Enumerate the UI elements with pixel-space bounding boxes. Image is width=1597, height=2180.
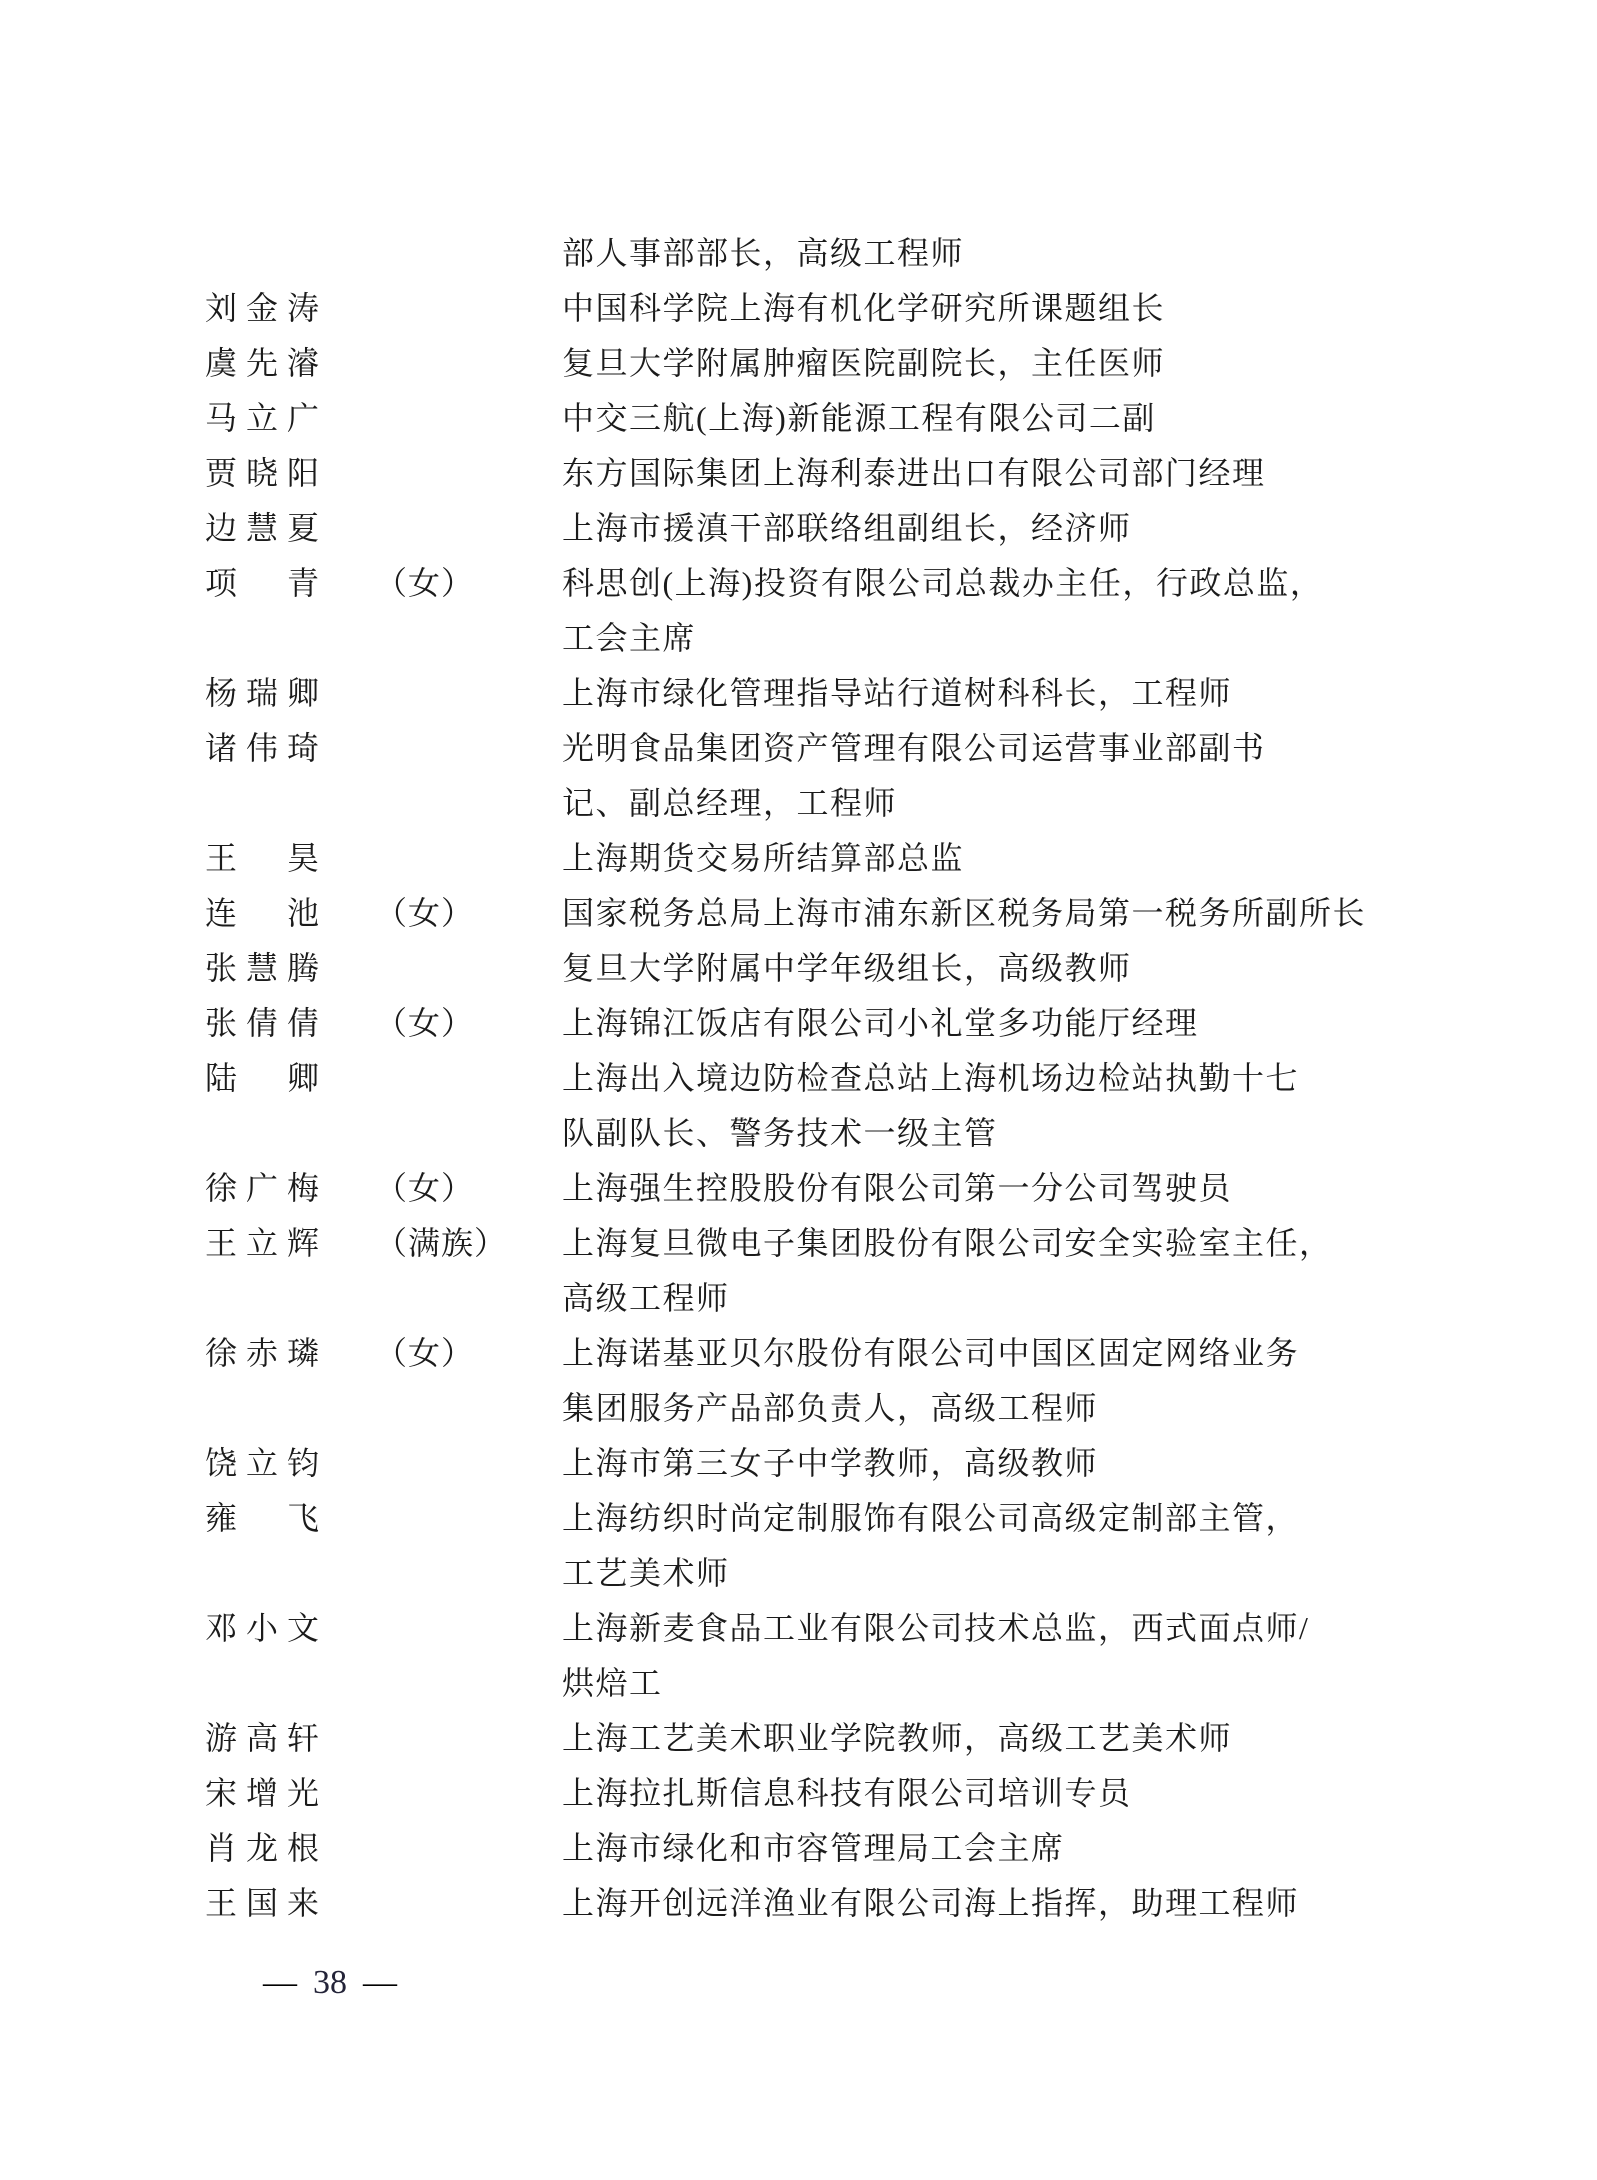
list-item <box>205 886 1369 941</box>
person-name: 马立广 <box>205 400 329 436</box>
person-name: 贾晓阳 <box>205 455 329 491</box>
person-desc-line: 上海新麦食品工业有限公司技术总监，西式面点师/ <box>562 1610 1310 1646</box>
page-number: 38 <box>313 1964 347 2001</box>
person-desc-line: 队副队长、警务技术一级主管 <box>562 1115 998 1151</box>
person-desc-line: 上海开创远洋渔业有限公司海上指挥，助理工程师 <box>562 1885 1300 1921</box>
person-name: 王立辉 <box>205 1225 329 1261</box>
person-name: 徐广梅 <box>205 1170 329 1206</box>
list-item <box>205 1876 1369 1931</box>
person-name: 刘金涛 <box>205 290 329 326</box>
list-item <box>205 831 1369 886</box>
list-item <box>205 336 1369 391</box>
person-desc <box>562 391 1369 446</box>
person-name: 诸伟琦 <box>205 730 329 766</box>
list-item <box>205 501 1369 556</box>
person-desc <box>562 281 1369 336</box>
person-name: 虞先濬 <box>205 345 329 381</box>
person-desc-line: 上海市援滇干部联络组副组长，经济师 <box>562 510 1132 546</box>
list-item <box>205 556 1369 666</box>
person-desc-line: 记、副总经理，工程师 <box>562 785 898 821</box>
person-name: 饶立钧 <box>205 1445 329 1481</box>
person-name: 边慧夏 <box>205 510 329 546</box>
list-item <box>205 721 1369 831</box>
person-desc-line: 工艺美术师 <box>562 1555 730 1591</box>
person-desc <box>562 556 1369 666</box>
person-desc <box>562 1766 1369 1821</box>
person-desc <box>562 996 1369 1051</box>
person-desc <box>562 1161 1369 1216</box>
person-desc-line: 部人事部部长，高级工程师 <box>562 235 965 271</box>
person-desc-line: 上海锦江饭店有限公司小礼堂多功能厅经理 <box>562 1005 1199 1041</box>
person-desc <box>562 721 1369 831</box>
person-desc-line: 上海市绿化和市容管理局工会主席 <box>562 1830 1065 1866</box>
person-name: 王国来 <box>205 1885 329 1921</box>
list-item <box>205 941 1369 996</box>
person-tag: （女） <box>375 1170 475 1206</box>
person-desc <box>562 1436 1369 1491</box>
person-desc-line: 光明食品集团资产管理有限公司运营事业部副书 <box>562 730 1266 766</box>
person-desc <box>562 446 1369 501</box>
person-desc <box>562 1326 1369 1436</box>
person-desc-line: 上海市绿化管理指导站行道树科科长，工程师 <box>562 675 1233 711</box>
person-desc-line: 上海期货交易所结算部总监 <box>562 840 965 876</box>
person-name: 杨瑞卿 <box>205 675 329 711</box>
list-item <box>205 1161 1369 1216</box>
person-desc-line: 烘焙工 <box>562 1665 663 1701</box>
person-desc-line: 科思创(上海)投资有限公司总裁办主任，行政总监， <box>562 565 1324 601</box>
person-tag: （女） <box>375 1005 475 1041</box>
list-item <box>205 1491 1369 1601</box>
person-name: 王 昊 <box>205 840 329 876</box>
person-name: 连 池 <box>205 895 329 931</box>
person-name: 徐赤璘 <box>205 1335 329 1371</box>
person-desc <box>562 1876 1369 1931</box>
award-list <box>205 226 1369 1931</box>
person-desc <box>562 1051 1369 1161</box>
person-name: 邓小文 <box>205 1610 329 1646</box>
list-item <box>205 1711 1369 1766</box>
person-desc-line: 上海出入境边防检查总站上海机场边检站执勤十七 <box>562 1060 1300 1096</box>
person-desc <box>562 831 1369 886</box>
person-desc-line: 中交三航(上海)新能源工程有限公司二副 <box>562 400 1156 436</box>
person-tag: （女） <box>375 895 475 931</box>
person-tag: （女） <box>375 565 475 601</box>
footer-left-dash: — <box>263 1964 297 2001</box>
list-item <box>205 1326 1369 1436</box>
person-desc <box>562 666 1369 721</box>
person-desc-line: 上海诺基亚贝尔股份有限公司中国区固定网络业务 <box>562 1335 1300 1371</box>
person-desc-line: 上海复旦微电子集团股份有限公司安全实验室主任， <box>562 1225 1333 1261</box>
person-desc-line: 上海拉扎斯信息科技有限公司培训专员 <box>562 1775 1132 1811</box>
list-item <box>205 391 1369 446</box>
list-item <box>205 1821 1369 1876</box>
person-name: 项 青 <box>205 565 329 601</box>
person-desc <box>562 886 1369 941</box>
person-desc-line: 集团服务产品部负责人，高级工程师 <box>562 1390 1099 1426</box>
person-desc <box>562 941 1369 996</box>
list-item <box>205 226 1369 281</box>
person-desc <box>562 336 1369 391</box>
list-item <box>205 996 1369 1051</box>
person-name: 张倩倩 <box>205 1005 329 1041</box>
person-desc-line: 上海工艺美术职业学院教师，高级工艺美术师 <box>562 1720 1233 1756</box>
person-desc <box>562 226 1369 281</box>
person-tag: （满族） <box>375 1225 508 1261</box>
person-desc <box>562 1711 1369 1766</box>
person-desc-line: 复旦大学附属中学年级组长，高级教师 <box>562 950 1132 986</box>
person-name: 张慧腾 <box>205 950 329 986</box>
person-desc-line: 中国科学院上海有机化学研究所课题组长 <box>562 290 1166 326</box>
person-desc-line: 上海强生控股股份有限公司第一分公司驾驶员 <box>562 1170 1233 1206</box>
footer-right-dash: — <box>363 1964 397 2001</box>
person-desc <box>562 1491 1369 1601</box>
person-desc <box>562 1216 1369 1326</box>
list-item <box>205 281 1369 336</box>
person-desc-line: 高级工程师 <box>562 1280 730 1316</box>
person-desc <box>562 1821 1369 1876</box>
list-item <box>205 666 1369 721</box>
list-item <box>205 446 1369 501</box>
person-name: 雍 飞 <box>205 1500 329 1536</box>
person-desc-line: 复旦大学附属肿瘤医院副院长，主任医师 <box>562 345 1166 381</box>
person-name: 宋增光 <box>205 1775 329 1811</box>
person-desc-line: 上海纺织时尚定制服饰有限公司高级定制部主管， <box>562 1500 1300 1536</box>
list-item <box>205 1601 1369 1711</box>
person-tag: （女） <box>375 1335 475 1371</box>
list-item <box>205 1766 1369 1821</box>
list-item <box>205 1436 1369 1491</box>
person-name: 游高轩 <box>205 1720 329 1756</box>
person-desc-line: 国家税务总局上海市浦东新区税务局第一税务所副所长 <box>562 895 1367 931</box>
person-name: 肖龙根 <box>205 1830 329 1866</box>
person-desc-line: 东方国际集团上海利泰进出口有限公司部门经理 <box>562 455 1266 491</box>
person-desc <box>562 1601 1369 1711</box>
person-name: 陆 卿 <box>205 1060 329 1096</box>
person-desc-line: 上海市第三女子中学教师，高级教师 <box>562 1445 1099 1481</box>
person-desc <box>562 501 1369 556</box>
list-item <box>205 1216 1369 1326</box>
list-item <box>205 1051 1369 1161</box>
person-desc-line: 工会主席 <box>562 620 697 656</box>
page-footer <box>215 1955 445 2010</box>
